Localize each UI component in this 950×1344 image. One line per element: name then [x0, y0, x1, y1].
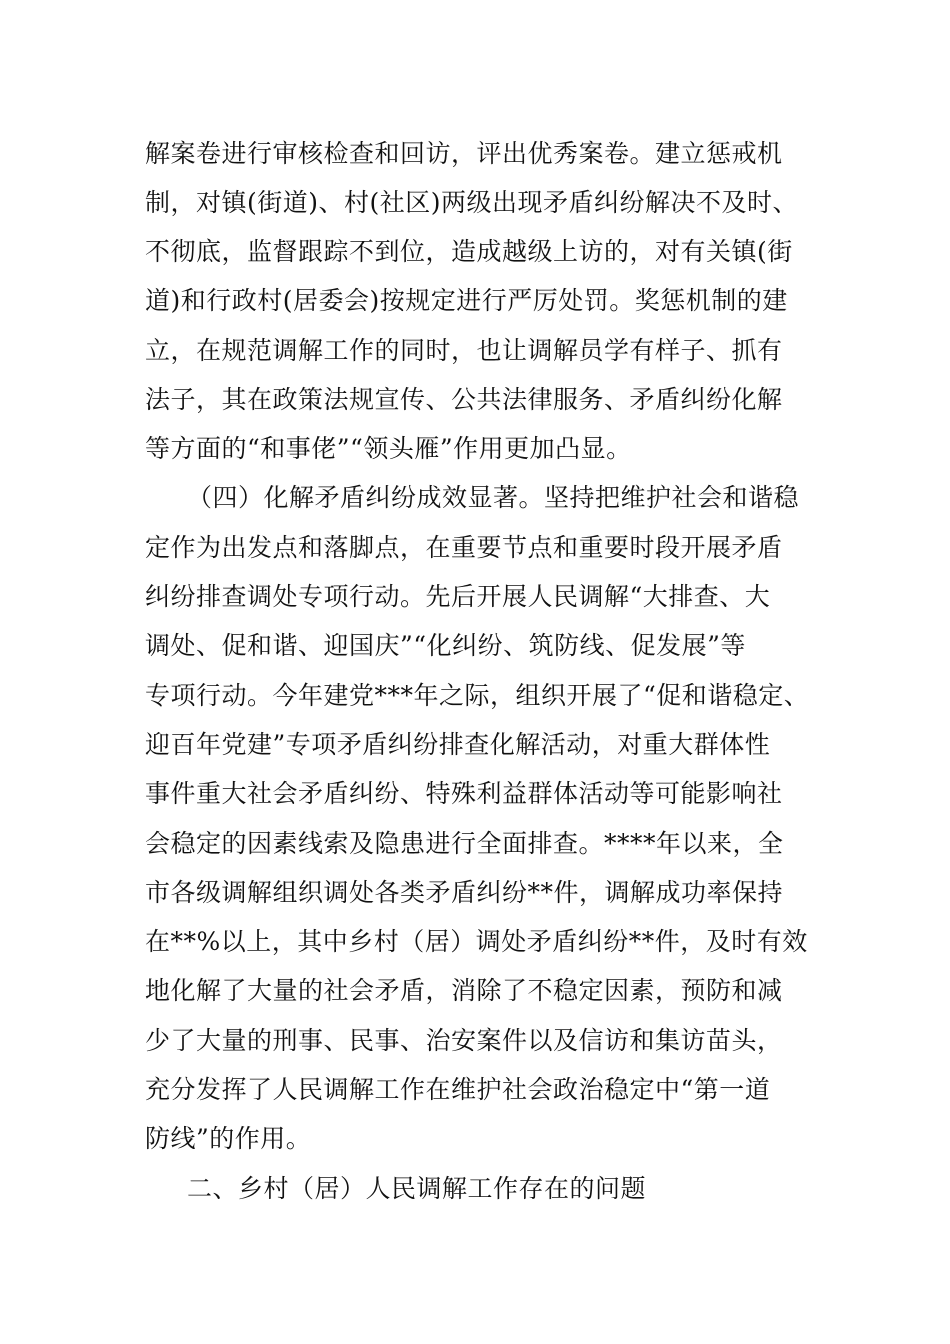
- section-subheading-line: （四）化解矛盾纠纷成效显著。坚持把维护社会和谐稳: [187, 483, 800, 512]
- text-line: 少了大量的刑事、民事、治安案件以及信访和集访苗头，: [145, 1026, 783, 1055]
- text-line: 调处、促和谐、迎国庆”“化纠纷、筑防线、促发展”等: [145, 631, 746, 660]
- text-line: 立，在规范调解工作的同时，也让调解员学有样子、抓有: [145, 336, 783, 365]
- text-line: 专项行动。今年建党***年之际，组织开展了“促和谐稳定、: [145, 681, 810, 710]
- text-line: 市各级调解组织调处各类矛盾纠纷**件，调解成功率保持: [145, 878, 784, 907]
- text-line: 在**%以上，其中乡村（居）调处矛盾纠纷**件，及时有效: [145, 927, 808, 956]
- text-line: 等方面的“和事佬”“领头雁”作用更加凸显。: [145, 434, 632, 463]
- text-line: 迎百年党建”专项矛盾纠纷排查化解活动，对重大群体性: [145, 730, 771, 759]
- text-line: 解案卷进行审核检查和回访，评出优秀案卷。建立惩戒机: [145, 139, 783, 168]
- text-line: 事件重大社会矛盾纠纷、特殊利益群体活动等可能影响社: [145, 779, 783, 808]
- text-line: 道)和行政村(居委会)按规定进行严厉处罚。奖惩机制的建: [145, 286, 788, 315]
- section-heading: 二、乡村（居）人民调解工作存在的问题: [187, 1174, 647, 1203]
- text-line: 定作为出发点和落脚点，在重要节点和重要时段开展矛盾: [145, 533, 783, 562]
- text-line: 会稳定的因素线索及隐患进行全面排查。****年以来，全: [145, 829, 784, 858]
- text-line: 充分发挥了人民调解工作在维护社会政治稳定中“第一道: [145, 1075, 771, 1104]
- text-line: 制，对镇(街道)、村(社区)两级出现矛盾纠纷解决不及时、: [145, 188, 799, 217]
- text-line: 不彻底，监督跟踪不到位，造成越级上访的，对有关镇(街: [145, 237, 793, 266]
- text-line: 防线”的作用。: [145, 1124, 312, 1153]
- text-line: 纠纷排查调处专项行动。先后开展人民调解“大排查、大: [145, 582, 771, 611]
- text-line: 法子，其在政策法规宣传、公共法律服务、矛盾纠纷化解: [145, 385, 783, 414]
- text-line: 地化解了大量的社会矛盾，消除了不稳定因素，预防和减: [145, 976, 783, 1005]
